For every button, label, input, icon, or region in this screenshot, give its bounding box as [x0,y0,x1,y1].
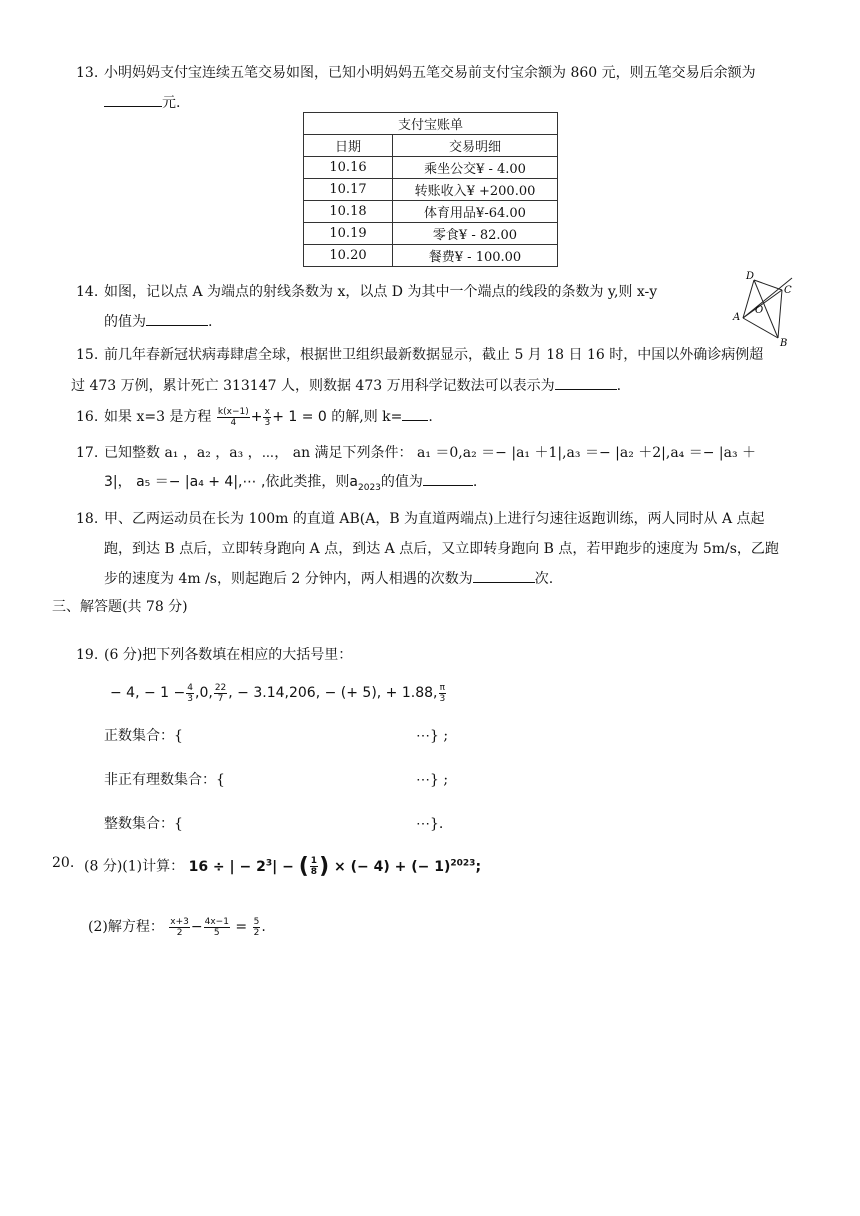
bill-detail: 零食¥ - 82.00 [393,223,558,245]
expr-exponent: 3 [265,858,273,868]
numbers-part: − 4, − 1 − [110,685,186,701]
q17-prefix: 3|， a₅ ＝− |a₄ + 4|,⋯ ,依此类推，则a [104,474,358,490]
frac-numerator: 4x−1 [204,916,229,927]
q18-line2: 跑，到达 B 点后，立即转身跑向 A 点，到达 A 点后，又立即转身跑向 B 点，若甲跑步的速度为 5m/s，乙跑 [104,541,779,557]
table-row [304,223,558,245]
q18-line1: 甲、乙两运动员在长为 100m 的直道 AB(A，B 为直道两端点)上进行匀速往返跑训练，两人同时从 A 点起 [104,511,765,527]
frac-denominator: 3 [264,417,271,428]
nonpositive-rational-set-label: 非正有理数集合：{ [104,772,225,788]
q20-part2-prefix: (2)解方程： [88,919,164,935]
eq-end: . [261,919,266,935]
q17-number: 17. [76,445,99,461]
q18-suffix: 次. [534,571,554,587]
q15-period: . [616,378,622,394]
q15-prefix: 过 473 万例，累计死亡 313147 人，则数据 473 万用科学记数法可以表示为 [71,378,555,394]
q20-equation [168,916,266,938]
q19-number-list [110,680,447,706]
q17-blank[interactable] [423,471,473,486]
figure-label-a: A [733,312,741,323]
numbers-part: ,0, [195,685,213,701]
q13-tail: 元. [162,95,181,111]
bill-detail: 转账收入¥ +200.00 [393,179,558,201]
q20-number: 20. [52,855,75,871]
expr-end: ; [475,858,482,875]
figure-label-b: B [780,338,788,348]
bill-date: 10.18 [304,201,393,223]
q18-blank[interactable] [473,568,535,583]
bill-header-detail: 交易明细 [393,135,558,157]
bill-date: 10.17 [304,179,393,201]
bill-header-date: 日期 [304,135,393,157]
frac-denominator: 8 [310,867,318,878]
q16-number: 16. [76,409,99,425]
q15-line1: 前几年春新冠状病毒肆虐全球，根据世卫组织最新数据显示，截止 5 月 18 日 16 时，中国以外确诊病例超 [104,347,764,363]
expr-part: 16 ÷ | − 2 [188,858,266,875]
frac-denominator: 3 [439,693,446,704]
frac-numerator: x+3 [170,916,189,927]
frac-denominator: 2 [176,927,183,938]
frac-numerator: 1 [310,856,318,867]
q13-text: 小明妈妈支付宝连续五笔交易如图，已知小明妈妈五笔交易前支付宝余额为 860 元，则五笔交易后余额为 [104,65,756,81]
frac-denominator: 2 [253,927,260,938]
q16-suffix: 的解,则 k= [331,409,403,425]
q15-line2 [71,373,621,399]
q16-period: . [428,409,433,425]
section-title: 三、解答题(共 78 分) [52,599,188,615]
q18-line3 [104,566,553,592]
nonpositive-rational-set-end: ⋯} ; [416,772,449,788]
table-row [304,157,558,179]
integer-set-label: 整数集合：{ [104,816,183,832]
q13-blank[interactable] [104,92,162,107]
frac-numerator: 22 [214,682,227,693]
table-row [304,245,558,267]
frac-numerator: k(x−1) [217,406,249,417]
q16-prefix: 如果 x=3 是方程 [104,409,212,425]
frac-denominator: 4 [230,417,237,428]
q17-mid: 的值为 [380,474,423,490]
q13-number: 13. [76,65,99,81]
q17-period: . [472,474,478,490]
q20-part1-prefix: (8 分)(1)计算： [84,858,185,875]
q17-line2 [104,469,477,501]
expr-exponent: 2023 [450,858,476,868]
frac-denominator: 3 [187,693,193,704]
q13-answer-line [104,90,180,116]
equals-sign: = [235,919,248,935]
q15-blank[interactable] [555,375,617,390]
q14-number: 14. [76,284,99,300]
q14-prefix: 的值为 [104,314,146,330]
table-row [304,179,558,201]
alipay-bill-table [303,112,558,267]
frac-numerator: π [439,682,446,693]
q14-blank[interactable] [146,311,208,326]
table-row [304,201,558,223]
bill-detail: 体育用品¥-64.00 [393,201,558,223]
q20-part2 [88,914,266,940]
minus-sign: − [190,919,203,935]
q15-number: 15. [76,347,99,363]
q14-period: . [208,314,213,330]
frac-numerator: 5 [253,916,260,927]
frac-numerator: x [264,406,270,417]
positive-set-label: 正数集合：{ [104,728,183,744]
frac-numerator: 4 [187,682,193,693]
bill-date: 10.16 [304,157,393,179]
positive-set-end: ⋯} ; [416,728,449,744]
plus-sign: + [250,409,263,425]
figure-label-d: D [746,271,755,282]
expr-part: × (− 4) + (− 1) [334,858,451,875]
q14-line2 [104,309,212,335]
equation-rest: + 1 = 0 [272,409,327,425]
q20-part1 [84,850,481,880]
q16-equation [216,406,331,428]
q16-blank[interactable] [402,406,428,421]
bill-detail: 乘坐公交¥ - 4.00 [393,157,558,179]
expr-part: | − [272,858,294,875]
q14-line1: 如图，记以点 A 为端点的射线条数为 x，以点 D 为其中一个端点的线段的条数为 y,则 x-y [104,284,658,300]
numbers-part: , − 3.14,206, − (+ 5), + 1.88, [228,685,438,701]
q14-geometry-figure [728,268,798,348]
bill-title: 支付宝账单 [304,113,558,135]
q18-prefix: 步的速度为 4m /s，则起跑后 2 分钟内，两人相遇的次数为 [104,571,473,587]
figure-label-o: O [755,305,764,316]
q19-number: 19. [76,647,99,663]
q16-line [104,404,433,430]
integer-set-end: ⋯}. [416,816,444,832]
q19-text: (6 分)把下列各数填在相应的大括号里： [104,647,353,663]
bill-date: 10.19 [304,223,393,245]
bill-date: 10.20 [304,245,393,267]
q18-number: 18. [76,511,99,527]
q20-expression: 16 ÷ | − $2^3|$ − ( $\frac{1}{8}$ ) × (− 4) + (− 1)$^{2023}$; [188,853,482,879]
q17-subscript: 2023 [358,482,381,493]
figure-label-c: C [784,285,792,296]
q17-line1: 已知整数 a₁ ，a₂ ，a₃ ，⋯， an 满足下列条件： a₁ ＝0,a₂ ＝− |a₁ ＋1|,a₃ ＝− |a₂ ＋2|,a₄ ＝− |a₃ ＋ [104,445,757,461]
frac-denominator: 5 [213,927,220,938]
bill-detail: 餐费¥ - 100.00 [393,245,558,267]
frac-denominator: 7 [217,693,224,704]
